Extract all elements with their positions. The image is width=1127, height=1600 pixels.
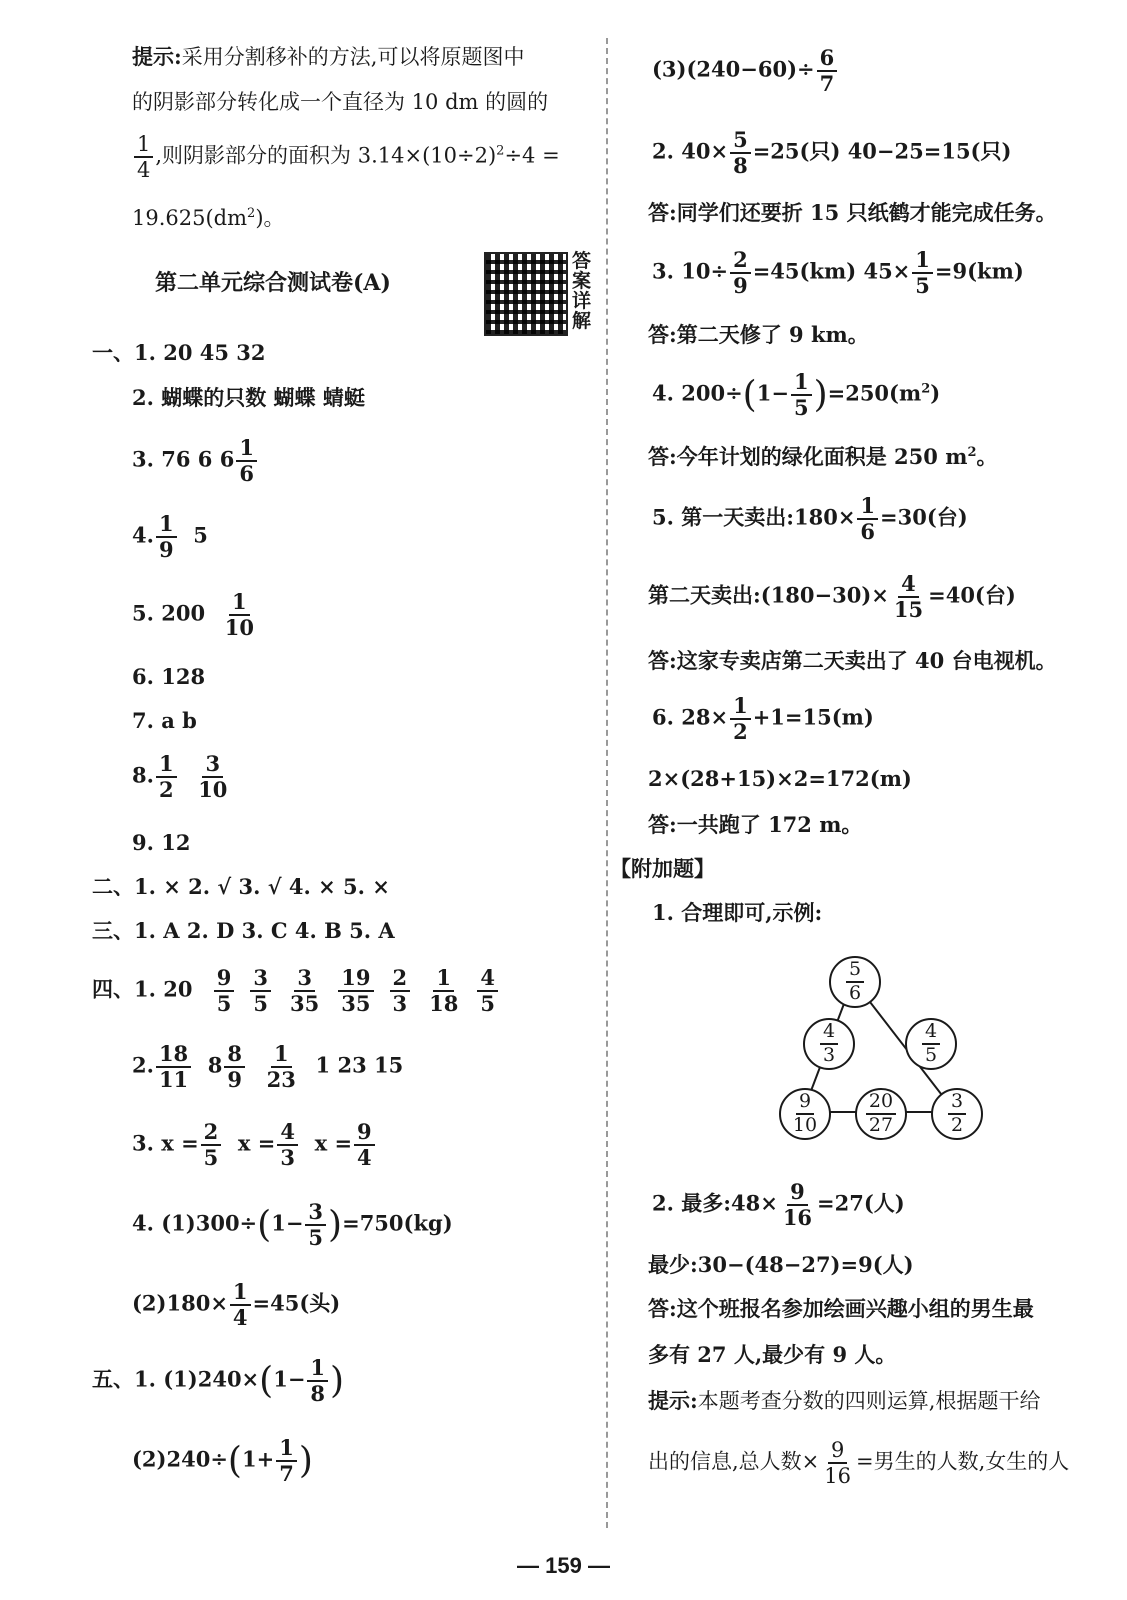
part4-q2: 2. $\frac{18}{11}$ 8 $\frac{8}{9}$ $\frac{1}{23}$ 1 23 15 xyxy=(132,1041,404,1093)
bonus-q2-answer-1: 答:这个班报名参加绘画兴趣小组的男生最 xyxy=(648,1296,1034,1321)
answer-fraction: $\frac{19}{35}$ xyxy=(338,966,373,1016)
hint-line-3: $\frac{1}{4}$ ,则阴影部分的面积为 $3.14\times(10\div 2)^2\div 4$ = xyxy=(132,132,560,182)
r-q6-answer: 答:一共跑了 172 m。 xyxy=(648,812,863,837)
r-q5-day2: 第二天卖出:(180−30)× $\frac{4}{15}$ =40(台) xyxy=(648,571,1016,623)
bonus-heading: 【附加题】 xyxy=(610,856,715,881)
bonus-q2-answer-2: 多有 27 人,最少有 9 人。 xyxy=(648,1342,897,1367)
answer-fraction: $\frac{3}{35}$ xyxy=(290,965,320,1017)
part1-q7: 7. a b xyxy=(132,708,197,733)
triangle-node: $\frac{4}{5}$ xyxy=(905,1018,957,1070)
answer-fraction: $\frac{1}{18}$ xyxy=(429,965,459,1017)
part1-q4: 4. $\frac{1}{9}$ 5 xyxy=(132,511,208,563)
part4-q4-2: (2)180× $\frac{1}{4}$ =45(头) xyxy=(132,1279,341,1331)
part1-q5: 5. 200 $\frac{1}{10}$ xyxy=(132,589,254,641)
r-q2-answer: 答:同学们还要折 15 只纸鹤才能完成任务。 xyxy=(648,200,1057,225)
part4-q4-1: 4. (1)300÷(1− $\frac{3}{5}$ )=750(kg) xyxy=(132,1199,453,1251)
part1-q3: 3. 76 6 6 $\frac{1}{6}$ xyxy=(132,436,259,486)
bonus-q1: 1. 合理即可,示例: xyxy=(652,900,823,925)
r-q2: 2. 40× $\frac{5}{8}$ =25(只) 40−25=15(只) xyxy=(652,127,1012,179)
section-title: 第二单元综合测试卷(A) xyxy=(155,270,391,296)
part1-q8: 8. $\frac{1}{2}$ $\frac{3}{10}$ xyxy=(132,751,228,803)
hint-line-4: $19.625(dm^2)$。 xyxy=(132,206,285,230)
answer-fraction: $\frac{3}{5}$ xyxy=(250,966,271,1016)
part1-q6: 6. 128 xyxy=(132,664,206,689)
part5-q1-2: (2)240÷(1+ $\frac{1}{7}$ ) xyxy=(132,1435,313,1487)
part1-q9: 9. 12 xyxy=(132,830,191,855)
hint-line-2: 的阴影部分转化成一个直径为 10 dm 的圆的 xyxy=(132,90,549,114)
answer-fraction: $\frac{4}{5}$ xyxy=(477,966,498,1016)
r-q5-answer: 答:这家专卖店第二天卖出了 40 台电视机。 xyxy=(648,648,1057,673)
answer-fraction: $\frac{9}{5}$ xyxy=(214,966,235,1016)
r-q5-day1: 5. 第一天卖出:180× $\frac{1}{6}$ =30(台) xyxy=(652,493,968,545)
bonus-hint-1: 提示:本题考查分数的四则运算,根据题干给 xyxy=(648,1388,1041,1413)
triangle-node: $\frac{5}{6}$ xyxy=(829,956,881,1008)
part1-q1: 一、1. 20 45 32 xyxy=(92,340,266,365)
hint-line-1: 提示:采用分割移补的方法,可以将原题图中 xyxy=(132,44,525,69)
triangle-node: $\frac{9}{10}$ xyxy=(779,1088,831,1140)
r-q3: 3. 10÷ $\frac{2}{9}$ =45(km) 45× $\frac{1}{5}$ =9(km) xyxy=(652,247,1024,299)
hint-label: 提示: xyxy=(132,44,182,69)
bonus-q2-min: 最少:30−(48−27)=9(人) xyxy=(648,1252,914,1277)
r-q3-answer: 答:第二天修了 9 km。 xyxy=(648,322,869,347)
bonus-q2: 2. 最多:48× $\frac{9}{16}$ =27(人) xyxy=(652,1179,905,1231)
r-q6: 6. 28× $\frac{1}{2}$ +1=15(m) xyxy=(652,693,874,745)
page-number: — 159 — xyxy=(517,1553,610,1578)
bonus-hint-2: 出的信息,总人数× $\frac{9}{16}$ =男生的人数,女生的人 xyxy=(648,1438,1070,1489)
part3-answers: 三、1. A 2. D 3. C 4. B 5. A xyxy=(92,918,395,943)
r-q1-3: (3)(240−60)÷ $\frac{6}{7}$ xyxy=(652,46,839,96)
part1-q2: 2. 蝴蝶的只数 蝴蝶 蜻蜓 xyxy=(132,385,365,410)
part5-q1-1: 五、1. (1)240×(1− $\frac{1}{8}$ ) xyxy=(92,1355,345,1407)
answer-fraction: $\frac{2}{3}$ xyxy=(390,966,411,1016)
qr-label: 答案详解 xyxy=(572,250,592,332)
triangle-node: $\frac{20}{27}$ xyxy=(855,1088,907,1140)
r-q4: 4. 200÷(1− $\frac{1}{5}$ )$=250(m^2)$ xyxy=(652,369,941,421)
r-q6-calc: 2×(28+15)×2=172(m) xyxy=(648,766,912,791)
triangle-node: $\frac{3}{2}$ xyxy=(931,1088,983,1140)
r-q4-answer: 答:今年计划的绿化面积是 250 $m^2$。 xyxy=(648,444,998,469)
part4-q1: 四、1. 20 $\frac{9}{5}$ $\frac{3}{5}$ $\frac{3}{35}$ $\frac{19}{35}$ $\frac{2}{3}$ $\frac{1}{18}$ $\frac{4}{5}$ xyxy=(92,966,500,1016)
part4-q3: 3. x = $\frac{2}{5}$ x = $\frac{4}{3}$ x = $\frac{9}{4}$ xyxy=(132,1120,377,1170)
triangle-node: $\frac{4}{3}$ xyxy=(803,1018,855,1070)
part2-answers: 二、1. × 2. √ 3. √ 4. × 5. × xyxy=(92,874,390,899)
